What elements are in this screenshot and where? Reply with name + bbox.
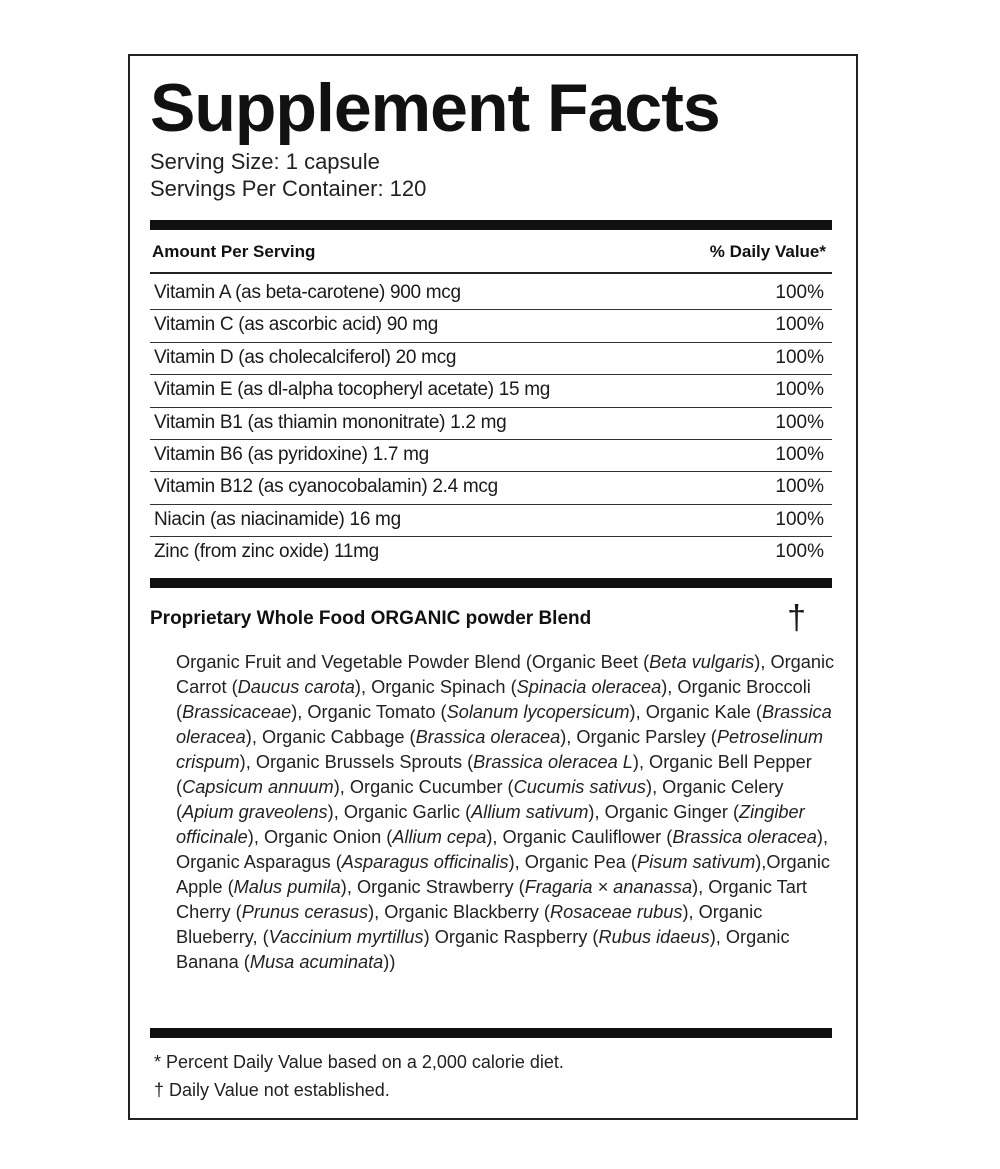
nutrient-name: Zinc (from zinc oxide) 11mg xyxy=(154,541,379,563)
ingredient-text: ), Organic Broccoli ( xyxy=(176,677,811,722)
nutrient-daily-value: 100% xyxy=(775,411,824,433)
servings-per-container: Servings Per Container: 120 xyxy=(150,176,427,201)
nutrient-name: Vitamin A (as beta-carotene) 900 mcg xyxy=(154,282,461,303)
nutrient-name: Vitamin B1 (as thiamin mononitrate) 1.2 mg xyxy=(154,411,507,433)
nutrient-daily-value: 100% xyxy=(775,443,824,465)
nutrient-daily-value: 100% xyxy=(775,476,824,498)
ingredient-text: ), Organic Cucumber ( xyxy=(333,777,514,797)
nutrient-daily-value: 100% xyxy=(775,508,824,530)
scientific-name: Petroselinum crispum xyxy=(176,727,823,772)
ingredient-text: ), Organic Brussels Sprouts ( xyxy=(239,752,474,772)
nutrient-name: Niacin (as niacinamide) 16 mg xyxy=(154,508,401,530)
scientific-name: Spinacia oleracea xyxy=(516,677,662,697)
scientific-name: Malus pumila xyxy=(233,877,341,897)
ingredient-text: ), Organic Bell Pepper ( xyxy=(176,752,812,797)
nutrient-name: Vitamin B12 (as cyanocobalamin) 2.4 mcg xyxy=(154,476,498,498)
blend-ingredients xyxy=(176,650,836,975)
ingredient-text: ), Organic Blueberry, ( xyxy=(176,902,763,947)
divider-thin xyxy=(150,272,832,274)
ingredient-text: ), Organic Banana ( xyxy=(176,927,790,972)
nutrient-name: Vitamin C (as ascorbic acid) 90 mg xyxy=(154,314,439,336)
scientific-name: Capsicum annuum xyxy=(182,777,334,797)
divider-thick xyxy=(150,220,832,230)
scientific-name: Apium graveolens xyxy=(182,802,328,822)
daily-value-header: % Daily Value* xyxy=(709,242,826,261)
ingredient-text: ), Organic Blackberry ( xyxy=(368,902,550,922)
nutrient-table xyxy=(150,278,832,570)
table-row xyxy=(150,440,832,472)
scientific-name: Cucumis sativus xyxy=(513,777,647,797)
nutrient-daily-value: 100% xyxy=(775,282,824,303)
ingredient-text: ),Organic Apple ( xyxy=(176,852,831,897)
scientific-name: Fragaria × ananassa xyxy=(524,877,693,897)
scientific-name: Beta vulgaris xyxy=(649,652,755,672)
scientific-name: Rubus idaeus xyxy=(598,927,710,947)
serving-size: Serving Size: 1 capsule xyxy=(150,149,380,174)
ingredient-text: ) Organic Raspberry ( xyxy=(423,927,599,947)
scientific-name: Asparagus officinalis xyxy=(341,852,509,872)
ingredient-text: ), Organic Garlic ( xyxy=(327,802,472,822)
scientific-name: Zingiber officinale xyxy=(176,802,805,847)
table-row xyxy=(150,472,832,504)
scientific-name: Daucus carota xyxy=(237,677,355,697)
ingredient-text: )) xyxy=(383,952,396,972)
scientific-name: Brassica oleracea xyxy=(176,702,832,747)
scientific-name: Musa acuminata xyxy=(249,952,384,972)
ingredient-text: ), Organic Ginger ( xyxy=(588,802,740,822)
supplement-facts-panel xyxy=(128,54,858,1120)
nutrient-name: Vitamin B6 (as pyridoxine) 1.7 mg xyxy=(154,443,429,465)
divider-thick xyxy=(150,578,832,588)
scientific-name: Brassica oleracea xyxy=(415,727,561,747)
ingredient-text: ), Organic Onion ( xyxy=(247,827,393,847)
scientific-name: Vaccinium myrtillus xyxy=(268,927,424,947)
scientific-name: Allium sativum xyxy=(471,802,589,822)
nutrient-daily-value: 100% xyxy=(775,346,824,368)
blend-title: Proprietary Whole Food ORGANIC powder Blend xyxy=(150,608,592,629)
nutrient-name: Vitamin E (as dl-alpha tocopheryl acetate) 15 mg xyxy=(154,379,551,401)
table-row xyxy=(150,408,832,440)
scientific-name: Solanum lycopersicum xyxy=(446,702,630,722)
table-row xyxy=(150,343,832,375)
table-row xyxy=(150,505,832,537)
ingredient-text: Organic Fruit and Vegetable Powder Blend (Organic Beet ( xyxy=(176,652,650,672)
ingredient-text: ), Organic Parsley ( xyxy=(560,727,717,747)
table-row xyxy=(150,375,832,407)
footnote-percent-dv: * Percent Daily Value based on a 2,000 calorie diet. xyxy=(154,1052,564,1072)
ingredient-text: ), Organic Pea ( xyxy=(508,852,637,872)
amount-per-serving-header: Amount Per Serving xyxy=(152,242,316,261)
ingredient-text: ), Organic Cabbage ( xyxy=(245,727,416,747)
ingredient-text: ), Organic Kale ( xyxy=(629,702,762,722)
scientific-name: Brassicaceae xyxy=(182,702,292,722)
divider-thick xyxy=(150,1028,832,1038)
table-row xyxy=(150,278,832,310)
footnote-not-established: † Daily Value not established. xyxy=(154,1080,390,1100)
ingredient-text: ), Organic Asparagus ( xyxy=(176,827,829,872)
scientific-name: Brassica oleracea xyxy=(672,827,817,847)
ingredient-text: ), Organic Tart Cherry ( xyxy=(176,877,807,922)
ingredient-text: ), Organic Spinach ( xyxy=(354,677,517,697)
scientific-name: Brassica oleracea L xyxy=(473,752,633,772)
ingredient-text: ), Organic Celery ( xyxy=(176,777,784,822)
panel-title: Supplement Facts xyxy=(150,70,720,146)
nutrient-name: Vitamin D (as cholecalciferol) 20 mcg xyxy=(154,346,457,368)
scientific-name: Allium cepa xyxy=(392,827,487,847)
nutrient-daily-value: 100% xyxy=(775,314,824,336)
ingredient-text: ), Organic Tomato ( xyxy=(291,702,447,722)
table-row xyxy=(150,537,832,569)
ingredient-text: ), Organic Cauliflower ( xyxy=(486,827,673,847)
nutrient-daily-value: 100% xyxy=(775,541,824,563)
dagger-mark: † xyxy=(787,599,806,637)
scientific-name: Prunus cerasus xyxy=(241,902,369,922)
table-row xyxy=(150,310,832,342)
ingredient-text: ), Organic Carrot ( xyxy=(176,652,835,697)
scientific-name: Rosaceae rubus xyxy=(549,902,683,922)
nutrient-daily-value: 100% xyxy=(775,379,824,401)
scientific-name: Pisum sativum xyxy=(636,852,756,872)
ingredient-text: ), Organic Strawberry ( xyxy=(340,877,525,897)
